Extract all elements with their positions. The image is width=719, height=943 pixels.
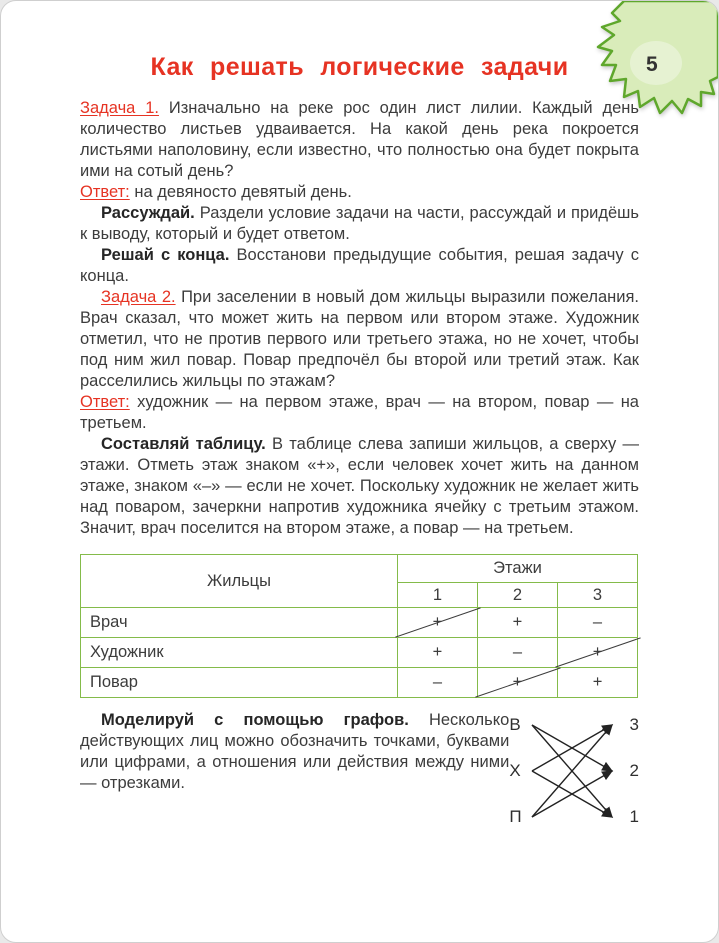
graph-node-doctor: В xyxy=(509,715,521,734)
graph-node-floor2: 2 xyxy=(629,761,639,780)
graphs-section xyxy=(80,710,639,827)
floor-number-cell-2: 2 xyxy=(478,583,558,608)
answer1-label: Ответ: xyxy=(80,183,130,201)
method-reason-label: Рассуждай. xyxy=(101,204,195,222)
graph-left-nodes xyxy=(509,715,521,827)
mark-cell: + xyxy=(558,638,638,668)
mark-cell: + xyxy=(478,608,558,638)
mark-cell: – xyxy=(558,608,638,638)
answer1-text: на девяносто девятый день. xyxy=(134,183,352,201)
graph-right-nodes xyxy=(630,715,639,827)
task1-text: Изначально на реке рос один лист лилии. Каждый день количество листьев удваивается. На какой день река покроется листьями наполовину, если известно, что полностью она будет покрыта ими на сотый день? xyxy=(80,99,640,180)
graph-node-floor3: 3 xyxy=(629,715,639,734)
answer2-label: Ответ: xyxy=(80,393,130,411)
paragraph-method-table xyxy=(80,434,639,539)
floor-number-cell-1: 1 xyxy=(398,583,478,608)
mark-cell: – xyxy=(398,668,478,698)
page-title: Как решать логические задачи xyxy=(150,53,569,81)
resident-label: Врач xyxy=(81,608,398,638)
page-number: 5 xyxy=(646,53,658,76)
paragraph-method-graphs xyxy=(80,710,509,827)
graph-node-floor1: 1 xyxy=(629,807,639,826)
graph-node-cook: П xyxy=(509,807,522,826)
paragraph-answer1 xyxy=(80,182,639,203)
table-row-artist xyxy=(81,638,638,668)
resident-label: Повар xyxy=(81,668,398,698)
floor-number-cell-3: 3 xyxy=(558,583,638,608)
method-graphs-label: Моделируй с помощью графов. xyxy=(101,711,409,729)
method-backwards-label: Решай с конца. xyxy=(101,246,230,264)
task1-label: Задача 1. xyxy=(80,99,159,117)
method-reason-text: Раздели условие задачи на части, рассуждай и придёшь к выводу, который и будет ответом. xyxy=(80,204,639,243)
graph-edges-arrows xyxy=(530,715,622,827)
method-table-text: В таблице слева запиши жильцов, а сверху — этажи. Отметь этаж знаком «+», если человек хочет жить на данном этаже, знаком «–» — если не хочет. Поскольку художник не желает жить над поваром, зачеркни напротив художника ячейку с третьим этажом. Значит, врач поселится на втором этаже, а повар — на третьем. xyxy=(80,435,639,537)
answer2-text: художник — на первом этаже, врач — на втором, повар — на третьем. xyxy=(80,393,639,432)
table-row-cook xyxy=(81,668,638,698)
resident-label: Художник xyxy=(81,638,398,668)
paragraph-answer2 xyxy=(80,392,639,434)
paragraph-method-reason xyxy=(80,203,639,245)
task2-label: Задача 2. xyxy=(101,288,176,306)
table-header-row xyxy=(81,555,638,583)
graph-node-artist: Х xyxy=(509,761,521,780)
residents-header-cell: Жильцы xyxy=(81,555,398,608)
task2-text: При заселении в новый дом жильцы выразили пожелания. Врач сказал, что может жить на первом или втором этаже. Художник отметил, что не против первого или третьего этажа, но не хочет, чтобы под ним жил повар. Повар предпочёл бы второй или третий этаж. Как расселились жильцы по этажам? xyxy=(80,288,640,390)
mark-cell: + xyxy=(558,668,638,698)
method-backwards-text: Восстанови предыдущие события, решая задачу с конца. xyxy=(80,246,639,285)
mark-cell: + xyxy=(398,608,478,638)
mark-cell: + xyxy=(478,668,558,698)
mark-cell: + xyxy=(398,638,478,668)
floors-logic-table xyxy=(80,554,638,698)
page-content xyxy=(1,53,718,827)
mark-cell: – xyxy=(478,638,558,668)
floors-header-cell: Этажи xyxy=(398,555,638,583)
paragraph-task1 xyxy=(80,98,639,182)
paragraph-task2 xyxy=(80,287,639,392)
method-table-label: Составляй таблицу. xyxy=(101,435,266,453)
floors-graph xyxy=(509,710,639,827)
paragraph-method-backwards xyxy=(80,245,639,287)
page-number-leaf xyxy=(580,1,718,119)
table-row-doctor xyxy=(81,608,638,638)
method-graphs-text: Несколько действующих лиц можно обозначить точками, буквами или цифрами, а отношения или действия между ними — отрезками. xyxy=(80,711,510,792)
